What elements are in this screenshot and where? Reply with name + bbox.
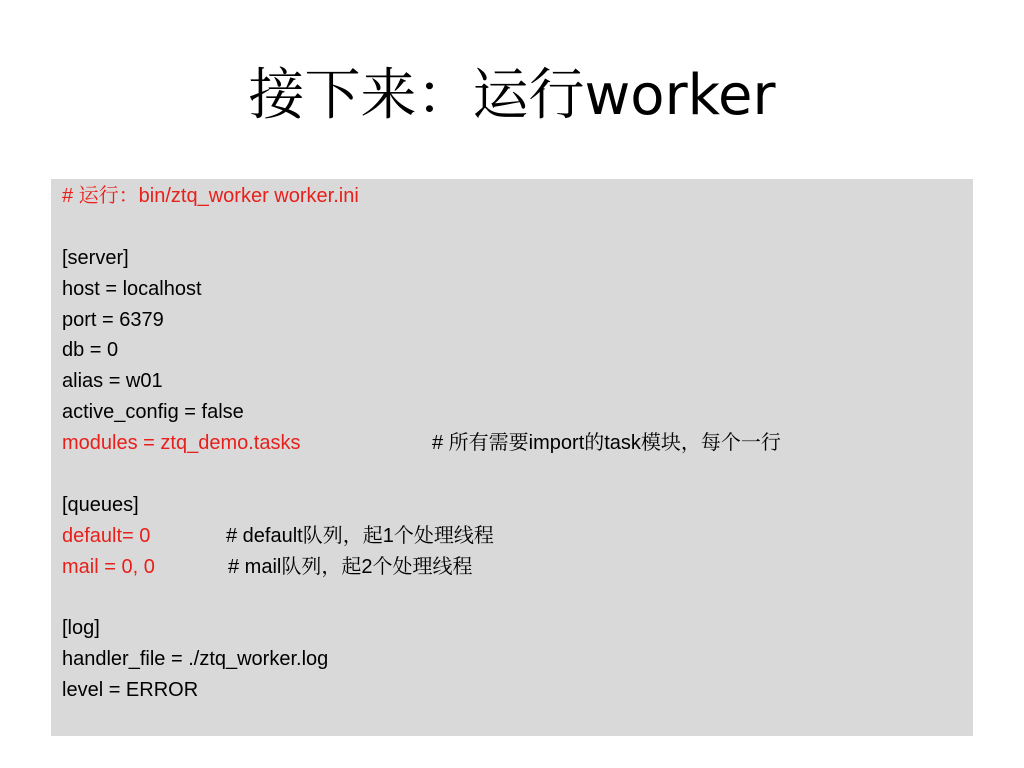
default-queue-setting: default= 0 <box>62 524 151 547</box>
config-code-block <box>51 179 973 736</box>
blank-line <box>62 583 973 614</box>
modules-setting: modules = ztq_demo.tasks <box>62 432 301 455</box>
run-command-comment: # 运行：bin/ztq_worker worker.ini <box>62 185 359 207</box>
port-setting: port = 6379 <box>62 308 164 331</box>
queues-section-header: [queues] <box>62 493 139 516</box>
db-setting: db = 0 <box>62 339 119 362</box>
modules-comment: # 所有需要import的task模块，每个一行 <box>432 432 781 455</box>
level-setting: level = ERROR <box>62 679 199 702</box>
default-queue-comment: # default队列，起1个处理线程 <box>226 524 494 547</box>
blank-line <box>62 459 973 490</box>
blank-line <box>62 212 973 243</box>
default-queue-line <box>62 521 973 552</box>
slide-title: 接下来：运行worker <box>248 63 776 128</box>
mail-queue-line <box>62 552 973 583</box>
active-config-setting: active_config = false <box>62 401 244 424</box>
mail-queue-comment: # mail队列，起2个处理线程 <box>228 555 473 578</box>
log-section-header: [log] <box>62 617 100 640</box>
server-section-header: [server] <box>62 246 129 269</box>
mail-queue-setting: mail = 0, 0 <box>62 555 155 578</box>
host-setting: host = localhost <box>62 277 202 300</box>
handler-file-setting: handler_file = ./ztq_worker.log <box>62 648 329 671</box>
modules-line <box>62 428 973 459</box>
alias-setting: alias = w01 <box>62 370 163 393</box>
